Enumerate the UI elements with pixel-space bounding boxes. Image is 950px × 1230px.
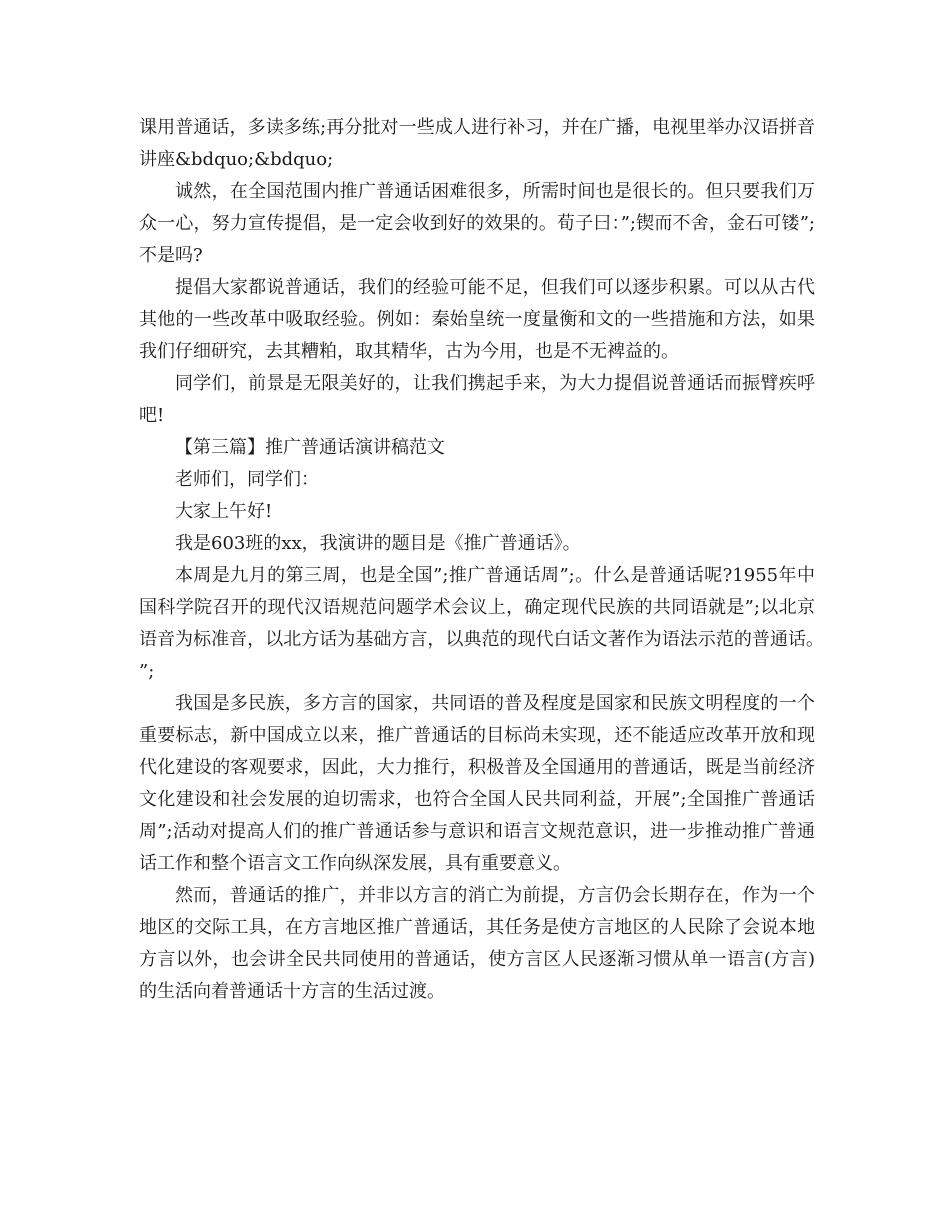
salutation: 老师们，同学们：	[175, 469, 319, 490]
self-introduction: 我是603班的xx，我演讲的题目是《推广普通话》。	[175, 533, 581, 554]
paragraph-10: 我国是多民族，多方言的国家，共同语的普及程度是国家和民族文明程度的一个重要标志，新中国成立以来，推广普通话的目标尚未实现，还不能适应改革开放和现代化建设的客观要求，因此，大力推行，积极普及全国通用的普通话，既是当前经济文化建设和社会发展的迫切需求，也符合全国人民共同利益，开展”;全国推广普通话周”;活动对提高人们的推广普通话参与意识和语言文规范意识，进一步推动推广普通话工作和整个语言文工作向纵深发展，具有重要意义。	[139, 693, 815, 874]
section-heading: 【第三篇】推广普通话演讲稿范文	[175, 437, 445, 458]
paragraph-1: 课用普通话，多读多练;再分批对一些成人进行补习，并在广播，电视里举办汉语拼音讲座&bdquo;&bdquo;	[139, 117, 815, 170]
paragraph-11: 然而，普通话的推广，并非以方言的消亡为前提，方言仍会长期存在，作为一个地区的交际工具，在方言地区推广普通话，其任务是使方言地区的人民除了会说本地方言以外，也会讲全民共同使用的普通话，使方言区人民逐渐习惯从单一语言(方言)的生活向着普通话十方言的生活过渡。	[139, 885, 815, 1002]
document-page	[139, 112, 815, 1008]
paragraph-4: 同学们，前景是无限美好的，让我们携起手来，为大力提倡说普通话而振臂疾呼吧!	[139, 373, 815, 426]
paragraph-9: 本周是九月的第三周，也是全国”;推广普通话周”;。什么是普通话呢?1955年中国科学院召开的现代汉语规范问题学术会议上，确定现代民族的共同语就是”;以北京语音为标准音，以北方话为基础方言，以典范的现代白话文著作为语法示范的普通话。”;	[139, 565, 815, 682]
paragraph-2: 诚然，在全国范围内推广普通话困难很多，所需时间也是很长的。但只要我们万众一心，努力宣传提倡，是一定会收到好的效果的。荀子曰：”;锲而不舍，金石可镂”;不是吗?	[139, 181, 815, 266]
greeting: 大家上午好!	[175, 501, 273, 522]
paragraph-3: 提倡大家都说普通话，我们的经验可能不足，但我们可以逐步积累。可以从古代其他的一些改革中吸取经验。例如：秦始皇统一度量衡和文的一些措施和方法，如果我们仔细研究，去其糟粕，取其精华，古为今用，也是不无裨益的。	[139, 277, 815, 362]
